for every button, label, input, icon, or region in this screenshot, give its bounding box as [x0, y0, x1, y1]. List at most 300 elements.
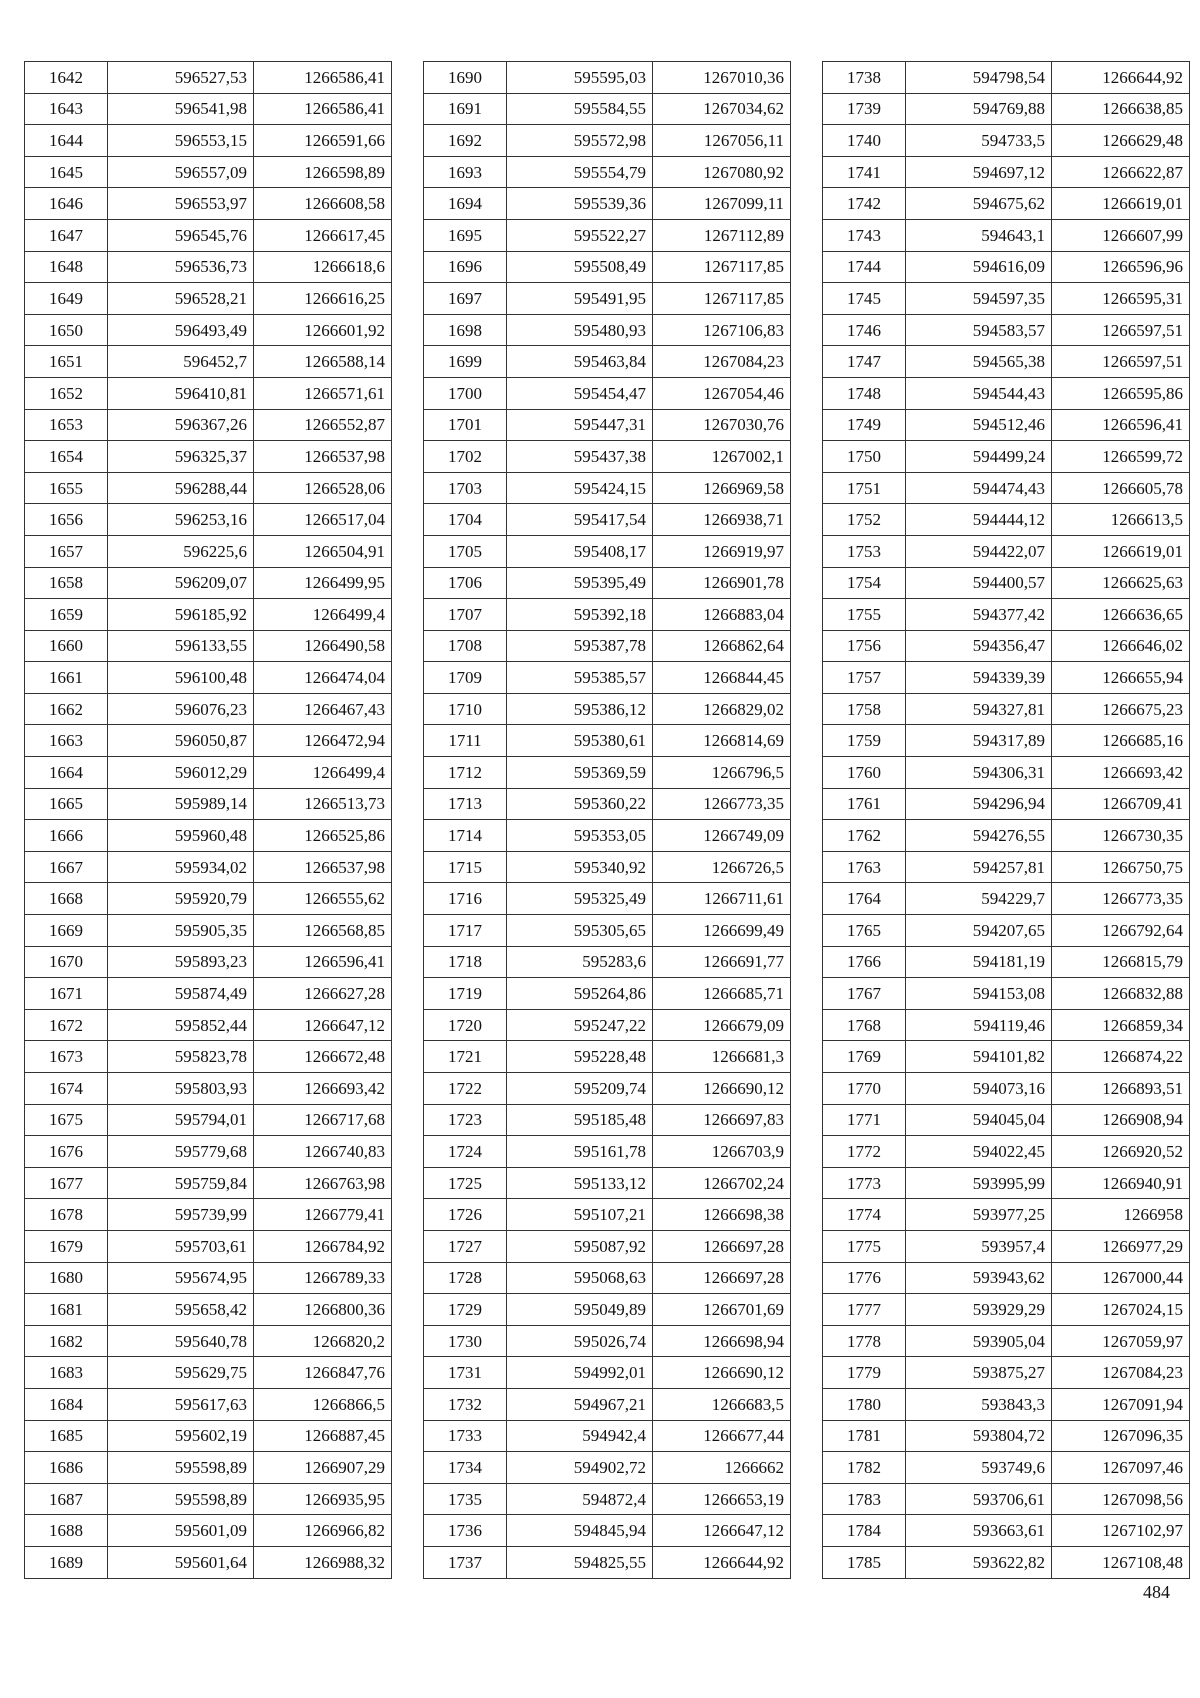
y-coordinate-cell: 1266832,88 [1052, 978, 1190, 1010]
point-number-cell: 1693 [424, 156, 507, 188]
y-coordinate-cell: 1266685,16 [1052, 725, 1190, 757]
y-coordinate-cell: 1266537,98 [254, 441, 392, 473]
y-coordinate-cell: 1266571,61 [254, 377, 392, 409]
x-coordinate-cell: 594967,21 [507, 1388, 653, 1420]
x-coordinate-cell: 594675,62 [906, 188, 1052, 220]
x-coordinate-cell: 594512,46 [906, 409, 1052, 441]
x-coordinate-cell: 594229,7 [906, 883, 1052, 915]
table-row [25, 851, 392, 883]
y-coordinate-cell: 1266636,65 [1052, 599, 1190, 631]
point-number-cell: 1782 [823, 1452, 906, 1484]
point-number-cell: 1699 [424, 346, 507, 378]
x-coordinate-cell: 595584,55 [507, 93, 653, 125]
y-coordinate-cell: 1266596,41 [254, 946, 392, 978]
x-coordinate-cell: 595283,6 [507, 946, 653, 978]
y-coordinate-cell: 1266763,98 [254, 1167, 392, 1199]
point-number-cell: 1660 [25, 630, 108, 662]
point-number-cell: 1752 [823, 504, 906, 536]
y-coordinate-cell: 1267117,85 [653, 283, 791, 315]
table-row [25, 1073, 392, 1105]
point-number-cell: 1742 [823, 188, 906, 220]
y-coordinate-cell: 1266597,51 [1052, 346, 1190, 378]
x-coordinate-cell: 595437,38 [507, 441, 653, 473]
point-number-cell: 1662 [25, 693, 108, 725]
table-row [424, 599, 791, 631]
y-coordinate-cell: 1266586,41 [254, 93, 392, 125]
point-number-cell: 1785 [823, 1546, 906, 1578]
y-coordinate-cell: 1267102,97 [1052, 1515, 1190, 1547]
y-coordinate-cell: 1266653,19 [653, 1483, 791, 1515]
table-row [823, 535, 1190, 567]
point-number-cell: 1783 [823, 1483, 906, 1515]
table-row [823, 599, 1190, 631]
table-row [25, 156, 392, 188]
table-row [424, 283, 791, 315]
table-row [25, 1230, 392, 1262]
point-number-cell: 1765 [823, 915, 906, 947]
coordinate-table-2 [423, 61, 791, 1579]
table-row [25, 125, 392, 157]
table-row [25, 1041, 392, 1073]
x-coordinate-cell: 595491,95 [507, 283, 653, 315]
table-row [25, 409, 392, 441]
table-row [823, 1357, 1190, 1389]
x-coordinate-cell: 594597,35 [906, 283, 1052, 315]
table-row [823, 1483, 1190, 1515]
table-row [25, 283, 392, 315]
point-number-cell: 1642 [25, 62, 108, 94]
point-number-cell: 1688 [25, 1515, 108, 1547]
y-coordinate-cell: 1266815,79 [1052, 946, 1190, 978]
point-number-cell: 1709 [424, 662, 507, 694]
table-row [823, 1546, 1190, 1578]
point-number-cell: 1723 [424, 1104, 507, 1136]
point-number-cell: 1739 [823, 93, 906, 125]
table-row [823, 1325, 1190, 1357]
x-coordinate-cell: 593749,6 [906, 1452, 1052, 1484]
point-number-cell: 1735 [424, 1483, 507, 1515]
point-number-cell: 1732 [424, 1388, 507, 1420]
x-coordinate-cell: 596367,26 [108, 409, 254, 441]
point-number-cell: 1711 [424, 725, 507, 757]
table-row [424, 915, 791, 947]
y-coordinate-cell: 1267030,76 [653, 409, 791, 441]
y-coordinate-cell: 1266829,02 [653, 693, 791, 725]
x-coordinate-cell: 595133,12 [507, 1167, 653, 1199]
y-coordinate-cell: 1267054,46 [653, 377, 791, 409]
table-row [25, 62, 392, 94]
table-row [25, 662, 392, 694]
y-coordinate-cell: 1266504,91 [254, 535, 392, 567]
table-row [424, 820, 791, 852]
table-row [823, 219, 1190, 251]
x-coordinate-cell: 594872,4 [507, 1483, 653, 1515]
table-row [424, 441, 791, 473]
table-row [25, 630, 392, 662]
y-coordinate-cell: 1267084,23 [653, 346, 791, 378]
x-coordinate-cell: 595463,84 [507, 346, 653, 378]
table-row [25, 915, 392, 947]
table-row [823, 283, 1190, 315]
point-number-cell: 1719 [424, 978, 507, 1010]
point-number-cell: 1695 [424, 219, 507, 251]
table-row [25, 1009, 392, 1041]
y-coordinate-cell: 1267098,56 [1052, 1483, 1190, 1515]
table-row [424, 188, 791, 220]
point-number-cell: 1728 [424, 1262, 507, 1294]
x-coordinate-cell: 594257,81 [906, 851, 1052, 883]
point-number-cell: 1748 [823, 377, 906, 409]
table-row [25, 472, 392, 504]
y-coordinate-cell: 1266599,72 [1052, 441, 1190, 473]
table-row [25, 93, 392, 125]
x-coordinate-cell: 593943,62 [906, 1262, 1052, 1294]
point-number-cell: 1766 [823, 946, 906, 978]
point-number-cell: 1774 [823, 1199, 906, 1231]
x-coordinate-cell: 594798,54 [906, 62, 1052, 94]
x-coordinate-cell: 596452,7 [108, 346, 254, 378]
table-row [823, 1294, 1190, 1326]
coordinate-table-3 [822, 61, 1190, 1579]
x-coordinate-cell: 595305,65 [507, 915, 653, 947]
y-coordinate-cell: 1266499,4 [254, 599, 392, 631]
y-coordinate-cell: 1266472,94 [254, 725, 392, 757]
x-coordinate-cell: 594444,12 [906, 504, 1052, 536]
x-coordinate-cell: 596527,53 [108, 62, 254, 94]
y-coordinate-cell: 1266792,64 [1052, 915, 1190, 947]
x-coordinate-cell: 595417,54 [507, 504, 653, 536]
table-row [25, 1199, 392, 1231]
x-coordinate-cell: 595369,59 [507, 757, 653, 789]
x-coordinate-cell: 595360,22 [507, 788, 653, 820]
table-row [823, 93, 1190, 125]
y-coordinate-cell: 1266618,6 [254, 251, 392, 283]
y-coordinate-cell: 1266800,36 [254, 1294, 392, 1326]
x-coordinate-cell: 595823,78 [108, 1041, 254, 1073]
y-coordinate-cell: 1266796,5 [653, 757, 791, 789]
y-coordinate-cell: 1266908,94 [1052, 1104, 1190, 1136]
y-coordinate-cell: 1266627,28 [254, 978, 392, 1010]
table-row [424, 219, 791, 251]
table-row [424, 946, 791, 978]
y-coordinate-cell: 1266647,12 [254, 1009, 392, 1041]
point-number-cell: 1767 [823, 978, 906, 1010]
point-number-cell: 1668 [25, 883, 108, 915]
x-coordinate-cell: 596410,81 [108, 377, 254, 409]
table-row [424, 757, 791, 789]
table-row [25, 1388, 392, 1420]
x-coordinate-cell: 594400,57 [906, 567, 1052, 599]
y-coordinate-cell: 1266730,35 [1052, 820, 1190, 852]
point-number-cell: 1684 [25, 1388, 108, 1420]
x-coordinate-cell: 594022,45 [906, 1136, 1052, 1168]
point-number-cell: 1773 [823, 1167, 906, 1199]
point-number-cell: 1781 [823, 1420, 906, 1452]
x-coordinate-cell: 596528,21 [108, 283, 254, 315]
table-row [424, 125, 791, 157]
y-coordinate-cell: 1266859,34 [1052, 1009, 1190, 1041]
point-number-cell: 1743 [823, 219, 906, 251]
table-row [25, 725, 392, 757]
point-number-cell: 1706 [424, 567, 507, 599]
x-coordinate-cell: 595779,68 [108, 1136, 254, 1168]
y-coordinate-cell: 1266907,29 [254, 1452, 392, 1484]
x-coordinate-cell: 595739,99 [108, 1199, 254, 1231]
point-number-cell: 1665 [25, 788, 108, 820]
table-row [25, 251, 392, 283]
y-coordinate-cell: 1266935,95 [254, 1483, 392, 1515]
y-coordinate-cell: 1266568,85 [254, 915, 392, 947]
table-row [424, 1230, 791, 1262]
point-number-cell: 1702 [424, 441, 507, 473]
x-coordinate-cell: 594119,46 [906, 1009, 1052, 1041]
point-number-cell: 1710 [424, 693, 507, 725]
x-coordinate-cell: 595572,98 [507, 125, 653, 157]
y-coordinate-cell: 1266617,45 [254, 219, 392, 251]
table-row [424, 156, 791, 188]
table-row [25, 599, 392, 631]
y-coordinate-cell: 1267059,97 [1052, 1325, 1190, 1357]
table-row [25, 883, 392, 915]
table-row [424, 504, 791, 536]
table-row [25, 1515, 392, 1547]
y-coordinate-cell: 1267024,15 [1052, 1294, 1190, 1326]
table-row [823, 883, 1190, 915]
x-coordinate-cell: 595598,89 [108, 1483, 254, 1515]
x-coordinate-cell: 595264,86 [507, 978, 653, 1010]
table-row [424, 788, 791, 820]
x-coordinate-cell: 595595,03 [507, 62, 653, 94]
y-coordinate-cell: 1266698,38 [653, 1199, 791, 1231]
y-coordinate-cell: 1267091,94 [1052, 1388, 1190, 1420]
table-row [424, 409, 791, 441]
x-coordinate-cell: 595107,21 [507, 1199, 653, 1231]
x-coordinate-cell: 594317,89 [906, 725, 1052, 757]
x-coordinate-cell: 595874,49 [108, 978, 254, 1010]
x-coordinate-cell: 595629,75 [108, 1357, 254, 1389]
point-number-cell: 1758 [823, 693, 906, 725]
y-coordinate-cell: 1266920,52 [1052, 1136, 1190, 1168]
point-number-cell: 1715 [424, 851, 507, 883]
table-row [823, 504, 1190, 536]
y-coordinate-cell: 1266697,28 [653, 1230, 791, 1262]
x-coordinate-cell: 593875,27 [906, 1357, 1052, 1389]
x-coordinate-cell: 594544,43 [906, 377, 1052, 409]
table-row [424, 851, 791, 883]
x-coordinate-cell: 594101,82 [906, 1041, 1052, 1073]
point-number-cell: 1730 [424, 1325, 507, 1357]
x-coordinate-cell: 596553,97 [108, 188, 254, 220]
y-coordinate-cell: 1266552,87 [254, 409, 392, 441]
x-coordinate-cell: 595395,49 [507, 567, 653, 599]
y-coordinate-cell: 1266691,77 [653, 946, 791, 978]
x-coordinate-cell: 594276,55 [906, 820, 1052, 852]
x-coordinate-cell: 595759,84 [108, 1167, 254, 1199]
table-row [424, 93, 791, 125]
point-number-cell: 1672 [25, 1009, 108, 1041]
point-number-cell: 1704 [424, 504, 507, 536]
table-row [823, 725, 1190, 757]
table-row [25, 757, 392, 789]
x-coordinate-cell: 594565,38 [906, 346, 1052, 378]
x-coordinate-cell: 595554,79 [507, 156, 653, 188]
table-row [823, 1167, 1190, 1199]
point-number-cell: 1754 [823, 567, 906, 599]
x-coordinate-cell: 595794,01 [108, 1104, 254, 1136]
table-row [25, 346, 392, 378]
point-number-cell: 1643 [25, 93, 108, 125]
table-row [823, 1009, 1190, 1041]
x-coordinate-cell: 595161,78 [507, 1136, 653, 1168]
x-coordinate-cell: 594583,57 [906, 314, 1052, 346]
table-row [25, 504, 392, 536]
y-coordinate-cell: 1266773,35 [653, 788, 791, 820]
y-coordinate-cell: 1266598,89 [254, 156, 392, 188]
x-coordinate-cell: 594296,94 [906, 788, 1052, 820]
y-coordinate-cell: 1266699,49 [653, 915, 791, 947]
y-coordinate-cell: 1266726,5 [653, 851, 791, 883]
y-coordinate-cell: 1267097,46 [1052, 1452, 1190, 1484]
y-coordinate-cell: 1266595,86 [1052, 377, 1190, 409]
x-coordinate-cell: 596553,15 [108, 125, 254, 157]
table-row [25, 1294, 392, 1326]
table-row [823, 377, 1190, 409]
table-row [424, 1136, 791, 1168]
y-coordinate-cell: 1266490,58 [254, 630, 392, 662]
y-coordinate-cell: 1266940,91 [1052, 1167, 1190, 1199]
point-number-cell: 1778 [823, 1325, 906, 1357]
x-coordinate-cell: 596225,6 [108, 535, 254, 567]
x-coordinate-cell: 595598,89 [108, 1452, 254, 1484]
point-number-cell: 1696 [424, 251, 507, 283]
table-row [823, 1452, 1190, 1484]
x-coordinate-cell: 593905,04 [906, 1325, 1052, 1357]
table-row [424, 251, 791, 283]
table-row [823, 630, 1190, 662]
table-row [424, 567, 791, 599]
x-coordinate-cell: 595852,44 [108, 1009, 254, 1041]
y-coordinate-cell: 1266586,41 [254, 62, 392, 94]
table-row [25, 567, 392, 599]
y-coordinate-cell: 1266709,41 [1052, 788, 1190, 820]
table-row [823, 1230, 1190, 1262]
y-coordinate-cell: 1267084,23 [1052, 1357, 1190, 1389]
y-coordinate-cell: 1267056,11 [653, 125, 791, 157]
y-coordinate-cell: 1266750,75 [1052, 851, 1190, 883]
point-number-cell: 1769 [823, 1041, 906, 1073]
point-number-cell: 1682 [25, 1325, 108, 1357]
point-number-cell: 1653 [25, 409, 108, 441]
x-coordinate-cell: 595026,74 [507, 1325, 653, 1357]
x-coordinate-cell: 594339,39 [906, 662, 1052, 694]
y-coordinate-cell: 1267000,44 [1052, 1262, 1190, 1294]
point-number-cell: 1780 [823, 1388, 906, 1420]
y-coordinate-cell: 1266625,63 [1052, 567, 1190, 599]
x-coordinate-cell: 595386,12 [507, 693, 653, 725]
x-coordinate-cell: 595658,42 [108, 1294, 254, 1326]
x-coordinate-cell: 595893,23 [108, 946, 254, 978]
x-coordinate-cell: 594073,16 [906, 1073, 1052, 1105]
y-coordinate-cell: 1266613,5 [1052, 504, 1190, 536]
table-row [424, 978, 791, 1010]
point-number-cell: 1703 [424, 472, 507, 504]
x-coordinate-cell: 596185,92 [108, 599, 254, 631]
table-row [823, 1199, 1190, 1231]
table-row [25, 1357, 392, 1389]
x-coordinate-cell: 596012,29 [108, 757, 254, 789]
point-number-cell: 1678 [25, 1199, 108, 1231]
table-row [25, 1262, 392, 1294]
x-coordinate-cell: 595447,31 [507, 409, 653, 441]
y-coordinate-cell: 1267117,85 [653, 251, 791, 283]
point-number-cell: 1713 [424, 788, 507, 820]
point-number-cell: 1686 [25, 1452, 108, 1484]
y-coordinate-cell: 1266591,66 [254, 125, 392, 157]
table-row [823, 1515, 1190, 1547]
x-coordinate-cell: 593706,61 [906, 1483, 1052, 1515]
x-coordinate-cell: 596076,23 [108, 693, 254, 725]
point-number-cell: 1658 [25, 567, 108, 599]
x-coordinate-cell: 594045,04 [906, 1104, 1052, 1136]
x-coordinate-cell: 596536,73 [108, 251, 254, 283]
y-coordinate-cell: 1266622,87 [1052, 156, 1190, 188]
y-coordinate-cell: 1266693,42 [254, 1073, 392, 1105]
table-row [424, 693, 791, 725]
x-coordinate-cell: 595185,48 [507, 1104, 653, 1136]
point-number-cell: 1760 [823, 757, 906, 789]
point-number-cell: 1674 [25, 1073, 108, 1105]
point-number-cell: 1733 [424, 1420, 507, 1452]
y-coordinate-cell: 1267106,83 [653, 314, 791, 346]
x-coordinate-cell: 595380,61 [507, 725, 653, 757]
point-number-cell: 1740 [823, 125, 906, 157]
x-coordinate-cell: 595989,14 [108, 788, 254, 820]
x-coordinate-cell: 595480,93 [507, 314, 653, 346]
point-number-cell: 1705 [424, 535, 507, 567]
x-coordinate-cell: 595247,22 [507, 1009, 653, 1041]
point-number-cell: 1673 [25, 1041, 108, 1073]
y-coordinate-cell: 1266874,22 [1052, 1041, 1190, 1073]
table-row [823, 251, 1190, 283]
point-number-cell: 1681 [25, 1294, 108, 1326]
y-coordinate-cell: 1266749,09 [653, 820, 791, 852]
point-number-cell: 1750 [823, 441, 906, 473]
x-coordinate-cell: 594825,55 [507, 1546, 653, 1578]
x-coordinate-cell: 596557,09 [108, 156, 254, 188]
x-coordinate-cell: 594422,07 [906, 535, 1052, 567]
y-coordinate-cell: 1266703,9 [653, 1136, 791, 1168]
table-row [25, 535, 392, 567]
x-coordinate-cell: 594474,43 [906, 472, 1052, 504]
point-number-cell: 1712 [424, 757, 507, 789]
point-number-cell: 1707 [424, 599, 507, 631]
y-coordinate-cell: 1267010,36 [653, 62, 791, 94]
y-coordinate-cell: 1266701,69 [653, 1294, 791, 1326]
y-coordinate-cell: 1266779,41 [254, 1199, 392, 1231]
y-coordinate-cell: 1266646,02 [1052, 630, 1190, 662]
table-row [25, 693, 392, 725]
point-number-cell: 1772 [823, 1136, 906, 1168]
table-row [424, 535, 791, 567]
y-coordinate-cell: 1266883,04 [653, 599, 791, 631]
x-coordinate-cell: 594181,19 [906, 946, 1052, 978]
table-row [823, 788, 1190, 820]
x-coordinate-cell: 594902,72 [507, 1452, 653, 1484]
x-coordinate-cell: 594153,08 [906, 978, 1052, 1010]
table-row [424, 62, 791, 94]
y-coordinate-cell: 1266537,98 [254, 851, 392, 883]
table-row [823, 567, 1190, 599]
